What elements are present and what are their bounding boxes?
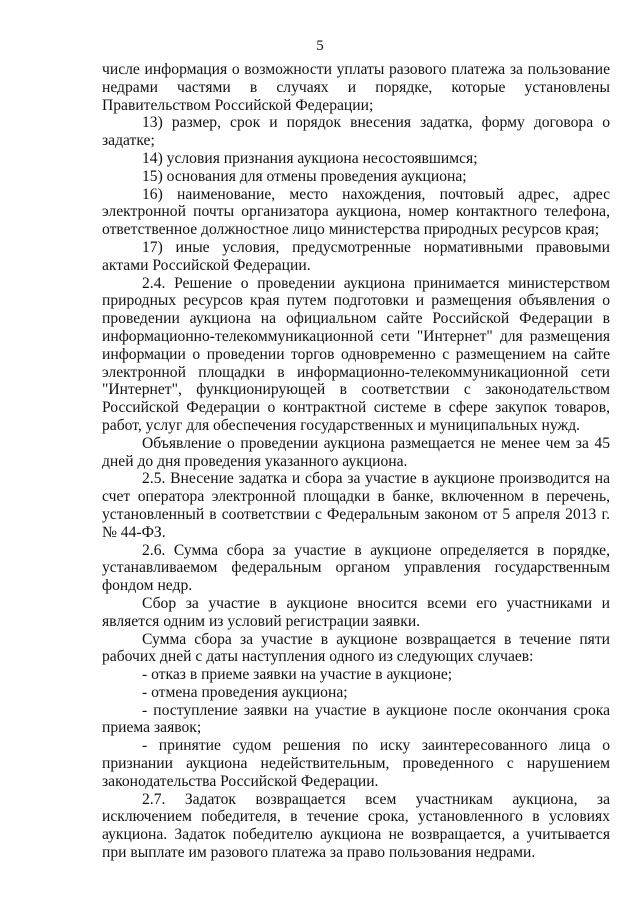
paragraph: - отказ в приеме заявки на участие в аукционе; xyxy=(142,666,453,684)
paragraph: - принятие судом решения по иску заинтересованного лица о признании аукциона недействительным, проведенного с нарушением законодательства Российской Федерации. xyxy=(102,737,610,790)
paragraph: 2.6. Сумма сбора за участие в аукционе определяется в порядке, устанавливаемом федеральным органом управления государственным фондом недр. xyxy=(102,541,610,595)
paragraph: 2.4. Решение о проведении аукциона принимается министерством природных ресурсов края путем подготовки и размещения объявления о проведении аукциона на официальном сайте Российской Федерации в информационно-телекоммуникационной сети "Интернет" для размещения информации о проведении торгов одновременно с размещением на сайте электронной площадки в информационно-телекоммуникационной сети "Интернет", функционирующей в соответствии с законодательством Российской Федерации о контрактной системе в сфере закупок товаров, работ, услуг для обеспечения государственных и муниципальных нужд. xyxy=(102,274,610,434)
paragraph: - поступление заявки на участие в аукционе после окончания срока приема заявок; xyxy=(102,701,610,737)
paragraph: 14) условия признания аукциона несостоявшимся; xyxy=(142,149,478,167)
page-number: 5 xyxy=(316,38,324,54)
paragraph: Сумма сбора за участие в аукционе возвращается в течение пяти рабочих дней с даты наступления одного из следующих случаев: xyxy=(102,630,610,666)
paragraph: 15) основания для отмены проведения аукциона; xyxy=(142,167,467,185)
paragraph: 2.5. Внесение задатка и сбора за участие в аукционе производится на счет оператора электронной площадки в банке, включенном в перечень, установленный в соответствии с Федеральным законом от 5 апреля 2013 г. № 44-ФЗ. xyxy=(102,470,610,541)
paragraph: 16) наименование, место нахождения, почтовый адрес, адрес электронной почты организатора аукциона, номер контактного телефона, ответственное должностное лицо министерства природных ресурсов края; xyxy=(102,185,610,239)
paragraph: - отмена проведения аукциона; xyxy=(142,683,348,701)
paragraph: Объявление о проведении аукциона размещается не менее чем за 45 дней до дня проведения указанного аукциона. xyxy=(102,434,610,470)
paragraph: числе информация о возможности уплаты разового платежа за пользование недрами частями в случаях и порядке, которые установлены Правительством Российской Федерации; xyxy=(102,61,610,114)
paragraph: 13) размер, срок и порядок внесения задатка, форму договора о задатке; xyxy=(102,114,610,150)
paragraph: Сбор за участие в аукционе вносится всеми его участниками и является одним из условий регистрации заявки. xyxy=(102,594,610,630)
document-body xyxy=(102,61,610,862)
paragraph: 2.7. Задаток возвращается всем участникам аукциона, за исключением победителя, в течение срока, установленного в условиях аукциона. Задаток победителю аукциона не возвращается, а учитывается при выплате им разового платежа за право пользования недрами. xyxy=(102,790,610,862)
paragraph: 17) иные условия, предусмотренные нормативными правовыми актами Российской Федерации. xyxy=(102,238,610,274)
